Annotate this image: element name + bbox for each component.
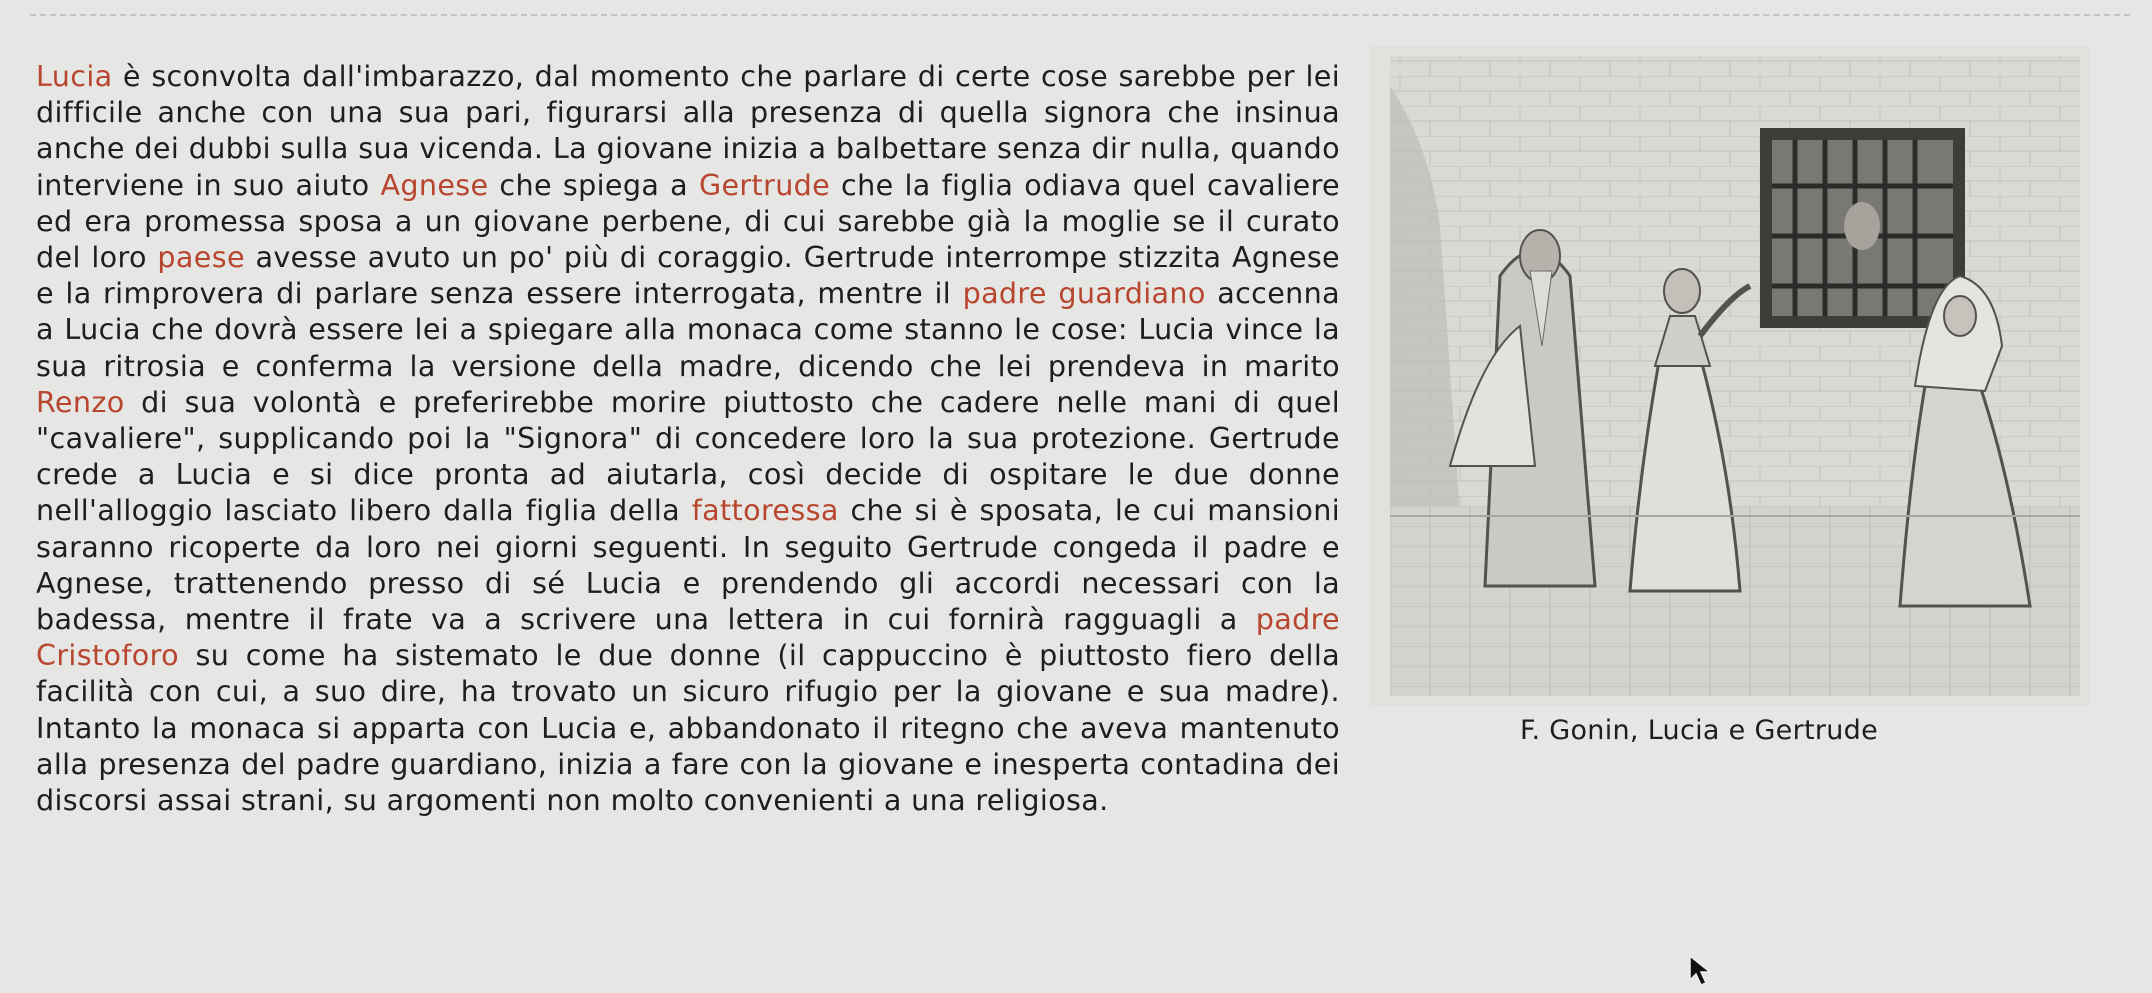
article-body — [36, 58, 2126, 818]
figure-caption: F. Gonin, Lucia e Gertrude — [1520, 715, 1879, 746]
article-text: è sconvolta dall'imbarazzo, dal momento che parlare di certe cose sarebbe per lei difficile anche con una sua pari, figurarsi alla presenza di quella signora che insinua anche dei dubbi sulla sua vicenda. La giovane inizia a balbettare senza dir nulla, quando interviene in suo aiuto — [36, 59, 1340, 202]
highlighted-term[interactable]: Renzo — [36, 384, 125, 419]
article-text: accenna a Lucia che dovrà essere lei a spiegare alla monaca come stanno le cose: Lucia vince la sua ritrosia e conferma la versione della madre, dicendo che lei prendeva in marito — [36, 276, 1341, 383]
engraving-lucia-gertrude — [1370, 46, 2090, 706]
highlighted-term[interactable]: fattoressa — [691, 493, 839, 528]
article-text: che la figlia odiava quel cavaliere ed era promessa sposa a un giovane perbene, di cui sarebbe già la moglie se il curato del loro — [36, 167, 1340, 275]
highlighted-term[interactable]: padre guardiano — [962, 276, 1206, 311]
article-text: che si è sposata, le cui mansioni saranno ricoperte da loro nei giorni seguenti. In seguito Gertrude congeda il padre e Agnese, trattenendo presso di sé Lucia e prendendo gli accordi necessari con la badessa, mentre il frate va a scrivere una lettera in cui fornirà ragguagli a — [36, 493, 1341, 637]
highlighted-term[interactable]: paese — [157, 240, 245, 275]
article-text: che spiega a — [488, 167, 699, 202]
illustration-figure — [1370, 46, 2126, 756]
article-text: avesse avuto un po' più di coraggio. Gertrude interrompe stizzita Agnese e la rimprovera di parlare senza essere interrogata, mentre il — [36, 240, 1341, 311]
mouse-pointer-icon — [1688, 954, 1718, 988]
top-divider — [30, 14, 2130, 16]
highlighted-term[interactable]: Lucia — [36, 59, 113, 93]
highlighted-term[interactable]: padre Cristoforo — [36, 602, 1340, 673]
article-text: su come ha sistemato le due donne (il cappuccino è piuttosto fiero della facilità con cui, a suo dire, ha trovato un sicuro rifugio per la giovane e sua madre). Intanto la monaca si apparta con Lucia e, abbandonato il ritegno che aveva mantenuto alla presenza del padre guardiano, inizia a fare con la giovane e inesperta contadina dei discorsi assai strani, su argomenti non molto convenienti a una religiosa. — [36, 638, 1340, 818]
highlighted-term[interactable]: Gertrude — [698, 167, 831, 202]
highlighted-term[interactable]: Agnese — [380, 167, 489, 202]
article-text: di sua volontà e preferirebbe morire piuttosto che cadere nelle mani di quel "cavaliere", supplicando poi la "Signora" di concedere loro la sua protezione. Gertrude crede a Lucia e si dice pronta ad aiutarla, così decide di ospitare le due donne nell'alloggio lasciato libero dalla figlia della — [36, 384, 1340, 528]
